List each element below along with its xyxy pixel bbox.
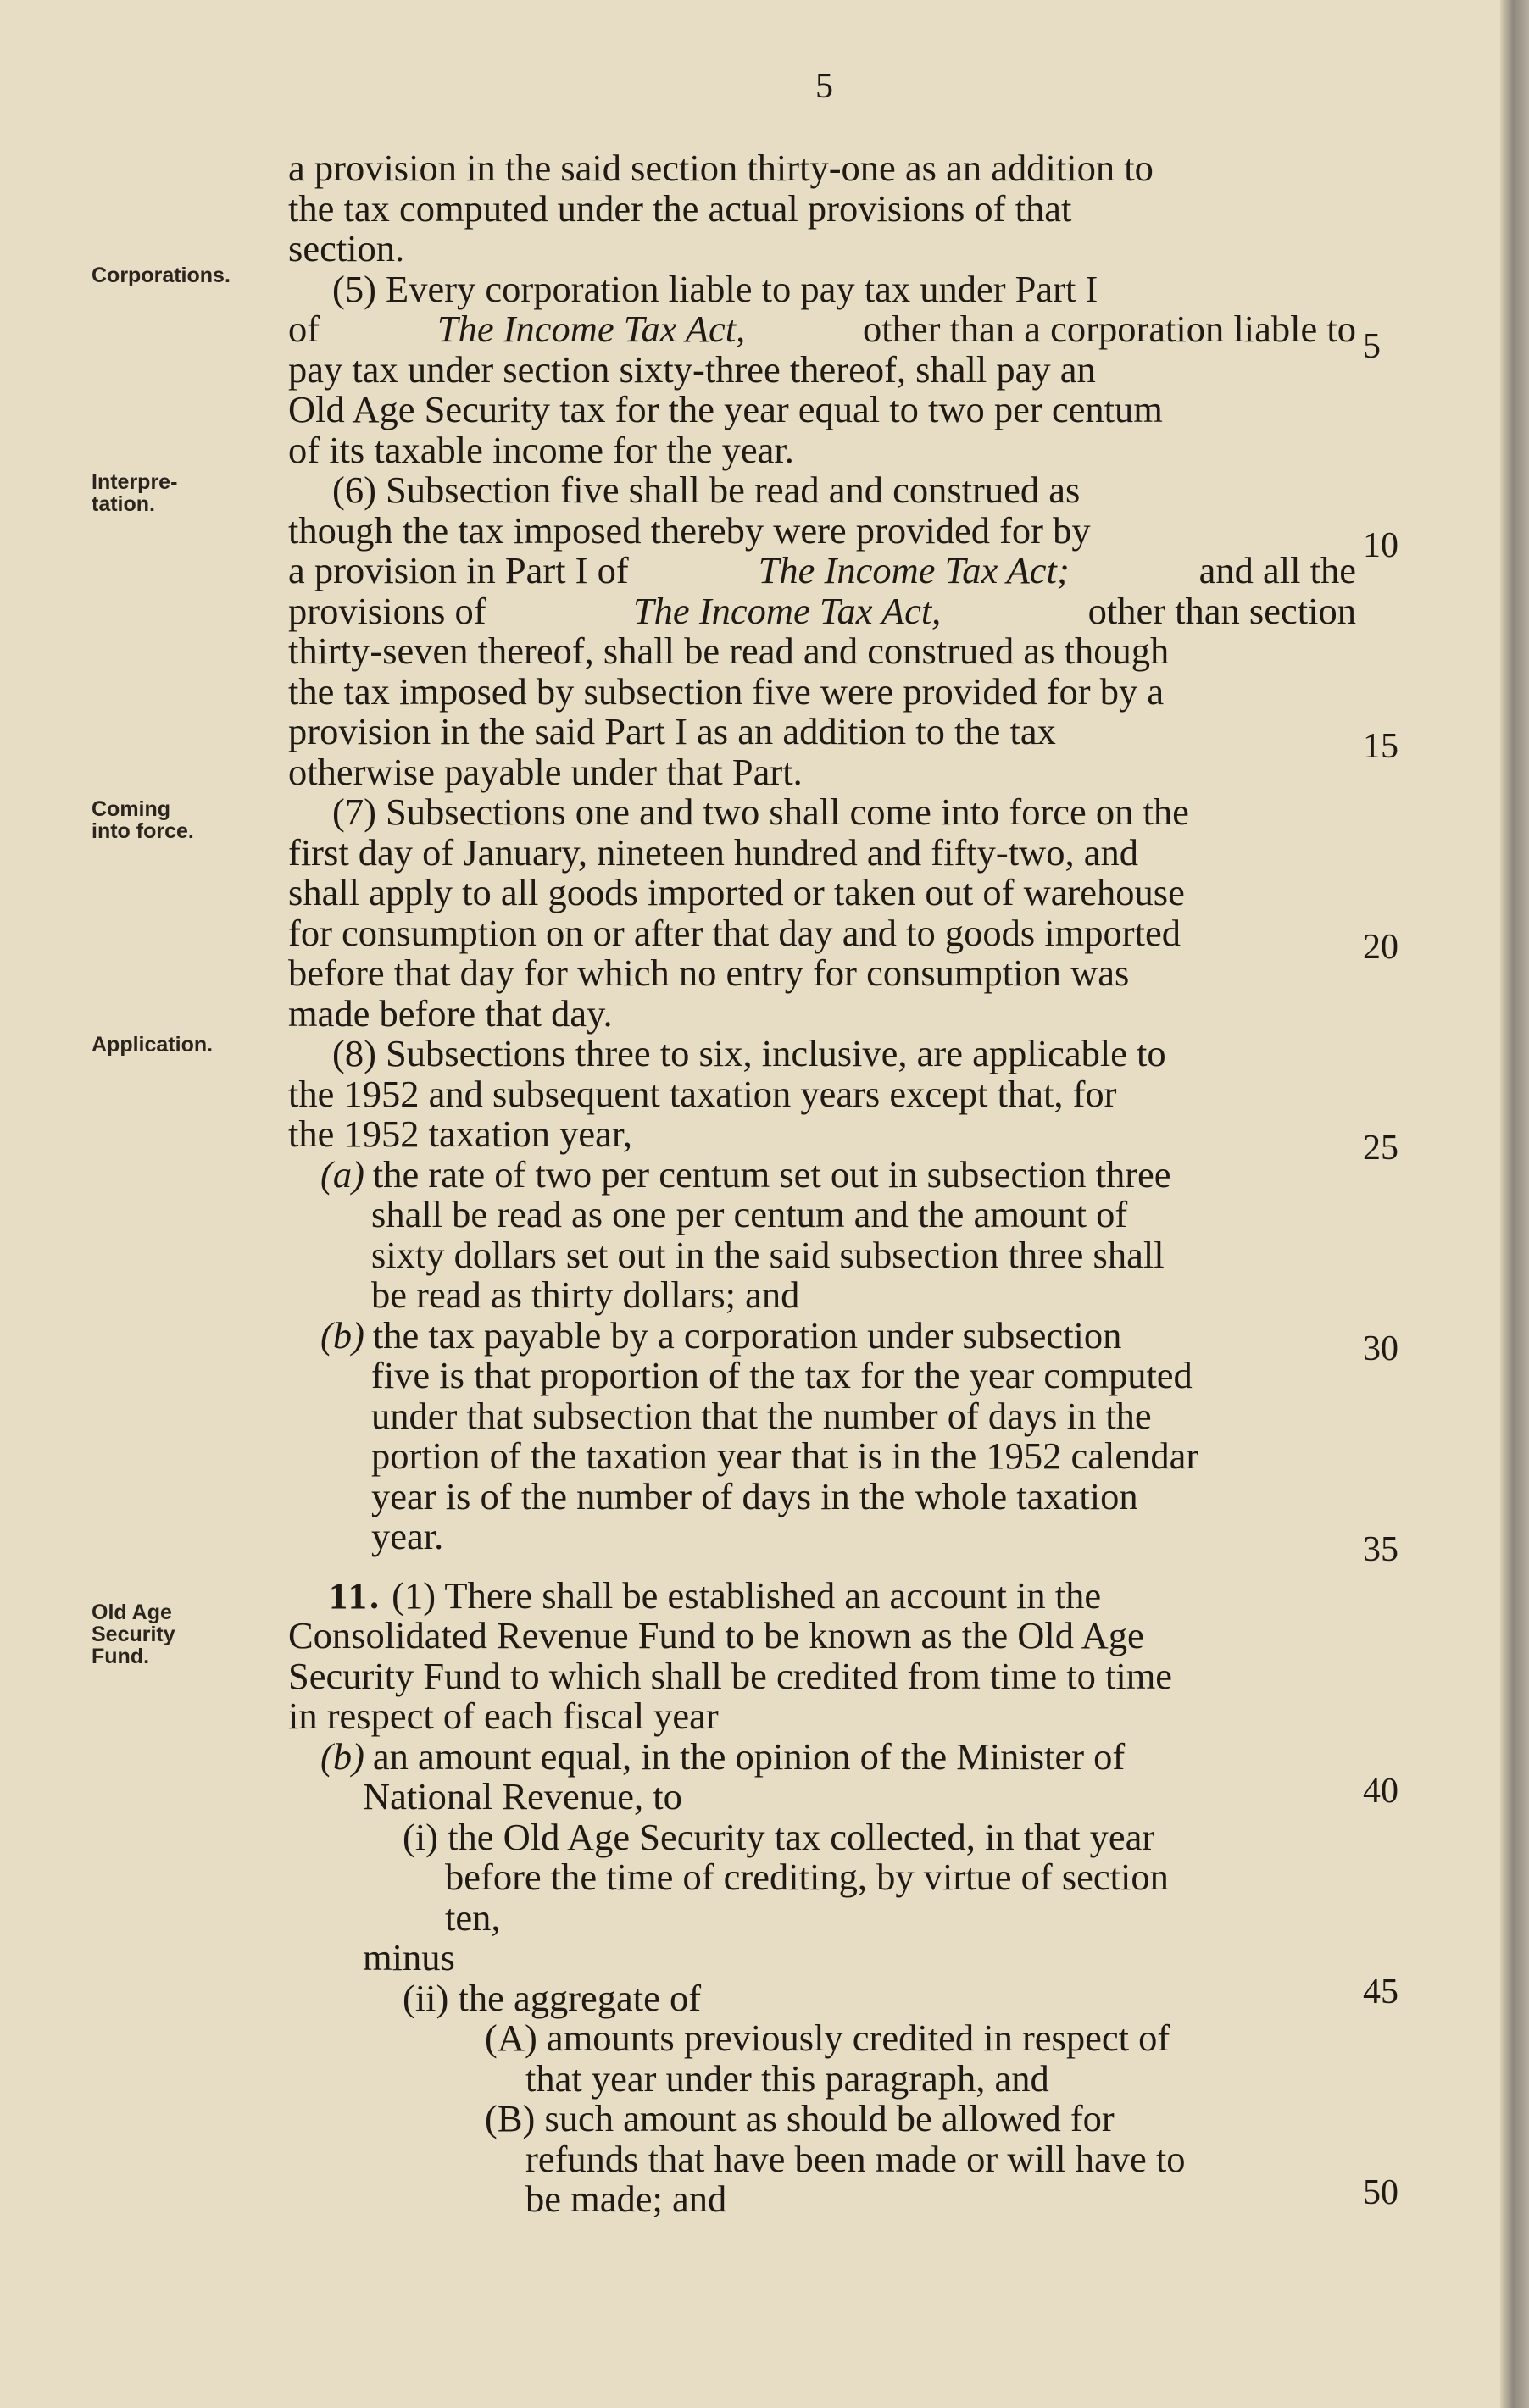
text-line: refunds that have been made or will have to xyxy=(525,2137,1186,2180)
text-run: other than section xyxy=(1087,589,1356,632)
text-line: pay tax under section sixty-three thereof, shall pay an xyxy=(288,347,1096,391)
text-line: section. xyxy=(288,227,405,269)
text-line: five is that proportion of the tax for the year computed xyxy=(371,1354,1193,1396)
text-run: a provision in Part I of xyxy=(288,549,629,591)
text-run: of xyxy=(288,308,320,350)
text-line xyxy=(288,1313,1356,1357)
text-line: otherwise payable under that Part. xyxy=(288,750,803,793)
text-line: made before that day. xyxy=(288,991,613,1035)
text-line xyxy=(288,1152,1356,1196)
text-line xyxy=(288,551,1356,591)
line-number: 40 xyxy=(1363,1772,1398,1811)
text-line: be made; and xyxy=(525,2178,727,2220)
paragraph-marker: (a) xyxy=(320,1152,364,1196)
act-title: The Income Tax Act; xyxy=(758,549,1070,591)
section-number: 11. xyxy=(329,1573,382,1617)
text-line xyxy=(288,591,1356,632)
text-line: under that subsection that the number of days in the xyxy=(371,1394,1152,1437)
text-line: (B) such amount as should be allowed for xyxy=(485,2097,1115,2139)
line-number: 45 xyxy=(1363,1972,1398,2011)
text-line: the tax computed under the actual provisions of that xyxy=(288,186,1072,230)
line-number: 50 xyxy=(1363,2173,1398,2212)
act-title: The Income Tax Act, xyxy=(436,308,746,350)
text-line: in respect of each fiscal year xyxy=(288,1695,719,1737)
text-line: the 1952 and subsequent taxation years except that, for xyxy=(288,1072,1117,1115)
text-line: Security Fund to which shall be credited from time to time xyxy=(288,1654,1173,1697)
text-run: provisions of xyxy=(288,589,486,632)
text-line: (i) the Old Age Security tax collected, in that year xyxy=(403,1815,1155,1858)
line-number: 15 xyxy=(1363,727,1398,766)
line-number: 5 xyxy=(1363,327,1381,366)
text-line: be read as thirty dollars; and xyxy=(371,1273,800,1316)
text-run: an amount equal, in the opinion of the Minister of xyxy=(372,1734,1126,1778)
text-line: the tax imposed by subsection five were provided for by a xyxy=(288,669,1165,713)
text-line: though the tax imposed thereby were provided for by xyxy=(288,508,1091,552)
text-line: year. xyxy=(371,1515,444,1557)
line-number: 30 xyxy=(1363,1329,1398,1368)
line-number: 25 xyxy=(1363,1129,1398,1168)
sidenote-oldage-2: Security xyxy=(92,1623,175,1646)
sidenote-corporations: Corporations. xyxy=(92,264,231,287)
text-line: (7) Subsections one and two shall come into force on the xyxy=(332,791,1189,833)
text-run: the tax payable by a corporation under subsection xyxy=(372,1313,1122,1357)
section-gap xyxy=(288,1557,1356,1576)
line-number: 35 xyxy=(1363,1530,1398,1569)
text-line: (8) Subsections three to six, inclusive, are applicable to xyxy=(332,1032,1166,1074)
sidenote-coming-1: Coming xyxy=(92,797,171,821)
text-run: (1) There shall be established an account in the xyxy=(392,1573,1102,1617)
sidenote-oldage-1: Old Age xyxy=(92,1601,172,1624)
page-edge-shadow xyxy=(1500,0,1529,2408)
text-line: provision in the said Part I as an addition to the tax xyxy=(288,710,1056,752)
text-line: that year under this paragraph, and xyxy=(525,2056,1049,2100)
text-line: for consumption on or after that day and to goods imported xyxy=(288,911,1181,954)
text-line: of its taxable income for the year. xyxy=(288,428,794,471)
paragraph-marker: (b) xyxy=(320,1734,364,1778)
text-line: (5) Every corporation liable to pay tax under Part I xyxy=(332,267,1098,310)
text-run: and all the xyxy=(1198,549,1356,591)
paragraph-marker: (b) xyxy=(320,1313,364,1357)
text-line: ten, xyxy=(445,1895,501,1939)
line-number: 20 xyxy=(1363,928,1398,967)
text-line: year is of the number of days in the whole taxation xyxy=(371,1474,1138,1517)
text-line: National Revenue, to xyxy=(363,1775,682,1817)
text-line: shall apply to all goods imported or taken out of warehouse xyxy=(288,871,1185,913)
text-line: before that day for which no entry for consumption was xyxy=(288,952,1130,994)
sidenote-coming-2: into force. xyxy=(92,819,194,843)
text-line: minus xyxy=(363,1936,455,1978)
text-line xyxy=(288,1734,1356,1778)
text-run: the rate of two per centum set out in subsection three xyxy=(372,1152,1171,1196)
text-run-wrap xyxy=(372,1152,1356,1196)
sidenote-oldage-3: Fund. xyxy=(92,1645,150,1668)
text-run: other than a corporation liable to xyxy=(862,308,1356,350)
text-line: (ii) the aggregate of xyxy=(403,1976,702,2019)
text-line: thirty-seven thereof, shall be read and construed as though xyxy=(288,630,1170,672)
text-line: first day of January, nineteen hundred and fifty-two, and xyxy=(288,830,1138,874)
text-line: the 1952 taxation year, xyxy=(288,1112,632,1155)
text-line xyxy=(288,309,1356,350)
sidenote-interpretation-2: tation. xyxy=(92,492,155,516)
text-line: sixty dollars set out in the said subsection three shall xyxy=(371,1233,1165,1276)
text-line xyxy=(288,1573,1356,1617)
text-line: (6) Subsection five shall be read and construed as xyxy=(332,469,1081,511)
line-number: 10 xyxy=(1363,526,1398,565)
text-line: before the time of crediting, by virtue of section xyxy=(445,1856,1169,1898)
sidenote-application: Application. xyxy=(92,1033,214,1057)
text-line: (A) amounts previously credited in respect of xyxy=(485,2017,1170,2059)
page-number: 5 xyxy=(815,67,833,106)
text-line: Old Age Security tax for the year equal to two per centum xyxy=(288,388,1163,430)
text-line: shall be read as one per centum and the amount of xyxy=(371,1193,1128,1235)
sidenote-interpretation-1: Interpre- xyxy=(92,470,178,494)
text-line: portion of the taxation year that is in the 1952 calendar xyxy=(371,1434,1199,1477)
act-title: The Income Tax Act, xyxy=(632,589,942,632)
statute-text xyxy=(288,148,1356,2220)
text-line: Consolidated Revenue Fund to be known as the Old Age xyxy=(288,1614,1144,1656)
text-line: a provision in the said section thirty-one as an addition to xyxy=(288,147,1154,189)
